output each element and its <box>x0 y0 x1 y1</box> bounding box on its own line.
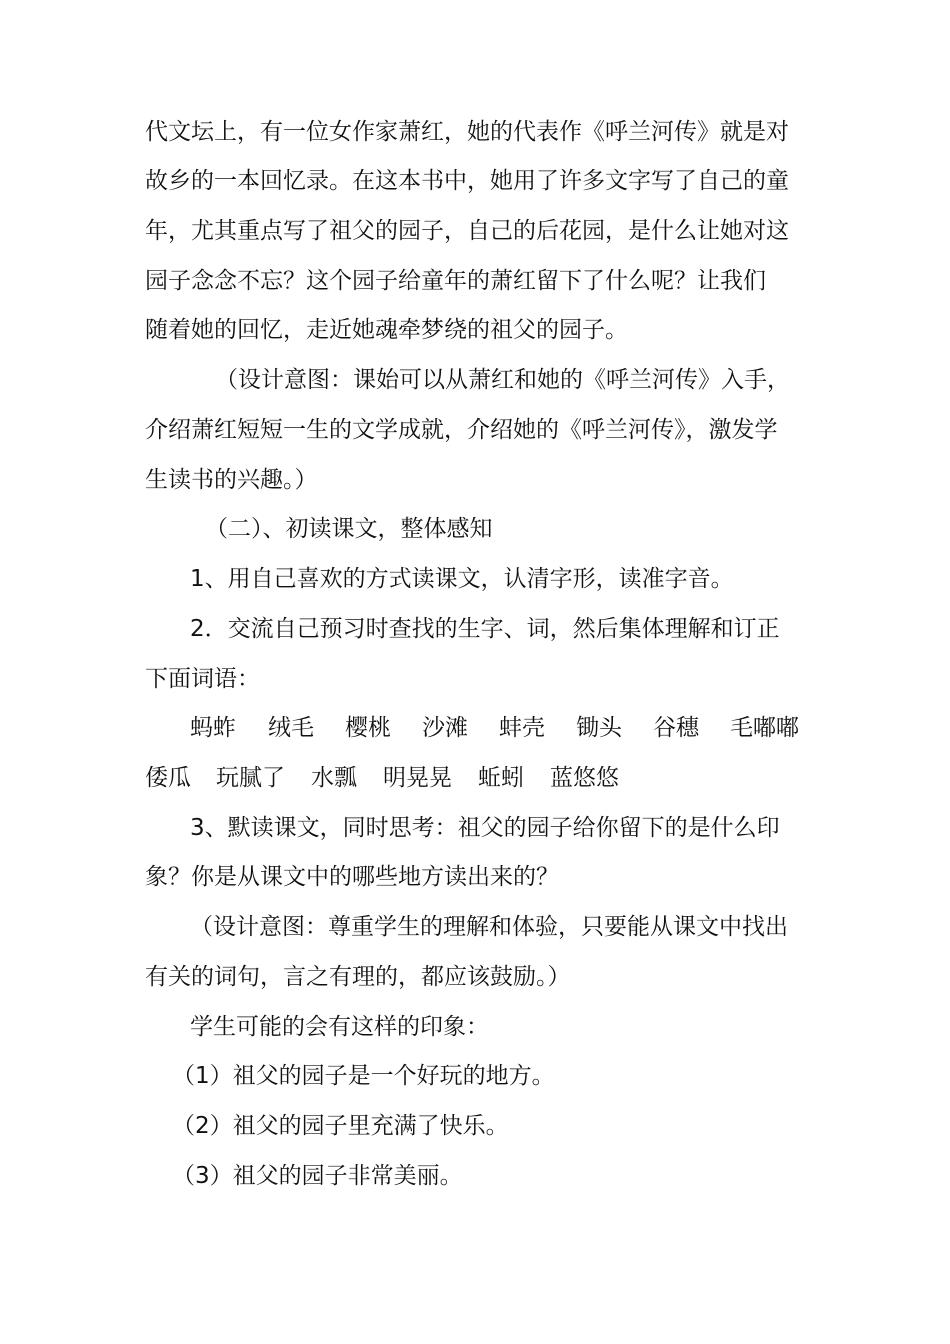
impression-item: （1）祖父的园子是一个好玩的地方。 <box>172 1063 555 1089</box>
design-intent-line: 生读书的兴趣。） <box>145 467 318 493</box>
vocab-word: 蚂蚱 <box>190 715 236 741</box>
vocab-word: 玩腻了 <box>216 765 285 791</box>
body-line: 故乡的一本回忆录。在这本书中，她用了许多文字写了自己的童 <box>145 168 789 194</box>
vocab-word: 倭瓜 <box>145 765 191 791</box>
vocab-word: 蚯蚓 <box>478 765 524 791</box>
step-3: 3、默读课文，同时思考：祖父的园子给你留下的是什么印 <box>190 815 780 841</box>
design-intent-line: 有关的词句，言之有理的，都应该鼓励。） <box>145 964 571 990</box>
design-intent-line: 介绍萧红短短一生的文学成就，介绍她的《呼兰河传》，激发学 <box>145 417 778 443</box>
step-3-cont: 象？你是从课文中的哪些地方读出来的？ <box>145 864 559 890</box>
impression-intro: 学生可能的会有这样的印象： <box>190 1014 489 1040</box>
vocab-word: 沙滩 <box>422 715 468 741</box>
section-heading: （二）、初读课文，整体感知 <box>205 516 493 542</box>
vocab-word: 锄头 <box>576 715 622 741</box>
body-line: 年，尤其重点写了祖父的园子，自己的后花园，是什么让她对这 <box>145 218 789 244</box>
design-intent-line: （设计意图：课始可以从萧红和她的《呼兰河传》入手， <box>215 367 790 393</box>
step-2: 2．交流自己预习时查找的生字、词，然后集体理解和订正 <box>190 616 780 642</box>
vocab-word: 明晃晃 <box>383 765 452 791</box>
body-line: 代文坛上，有一位女作家萧红，她的代表作《呼兰河传》就是对 <box>145 119 789 145</box>
impression-item: （2）祖父的园子里充满了快乐。 <box>172 1113 509 1139</box>
vocab-word: 谷穗 <box>653 715 699 741</box>
step-2-cont: 下面词语： <box>145 666 260 692</box>
vocab-word: 毛嘟嘟 <box>730 715 799 741</box>
body-line: 随着她的回忆，走近她魂牵梦绕的祖父的园子。 <box>145 317 628 343</box>
vocab-word: 樱桃 <box>345 715 391 741</box>
vocab-word: 水瓢 <box>311 765 357 791</box>
impression-item: （3）祖父的园子非常美丽。 <box>172 1163 463 1189</box>
vocab-word: 绒毛 <box>268 715 314 741</box>
vocab-word: 蓝悠悠 <box>550 765 619 791</box>
step-1: 1、用自己喜欢的方式读课文，认清字形，读准字音。 <box>190 566 734 592</box>
body-line: 园子念念不忘？这个园子给童年的萧红留下了什么呢？让我们 <box>145 268 766 294</box>
design-intent-line: （设计意图：尊重学生的理解和体验，只要能从课文中找出 <box>190 914 788 940</box>
vocab-word: 蚌壳 <box>499 715 545 741</box>
